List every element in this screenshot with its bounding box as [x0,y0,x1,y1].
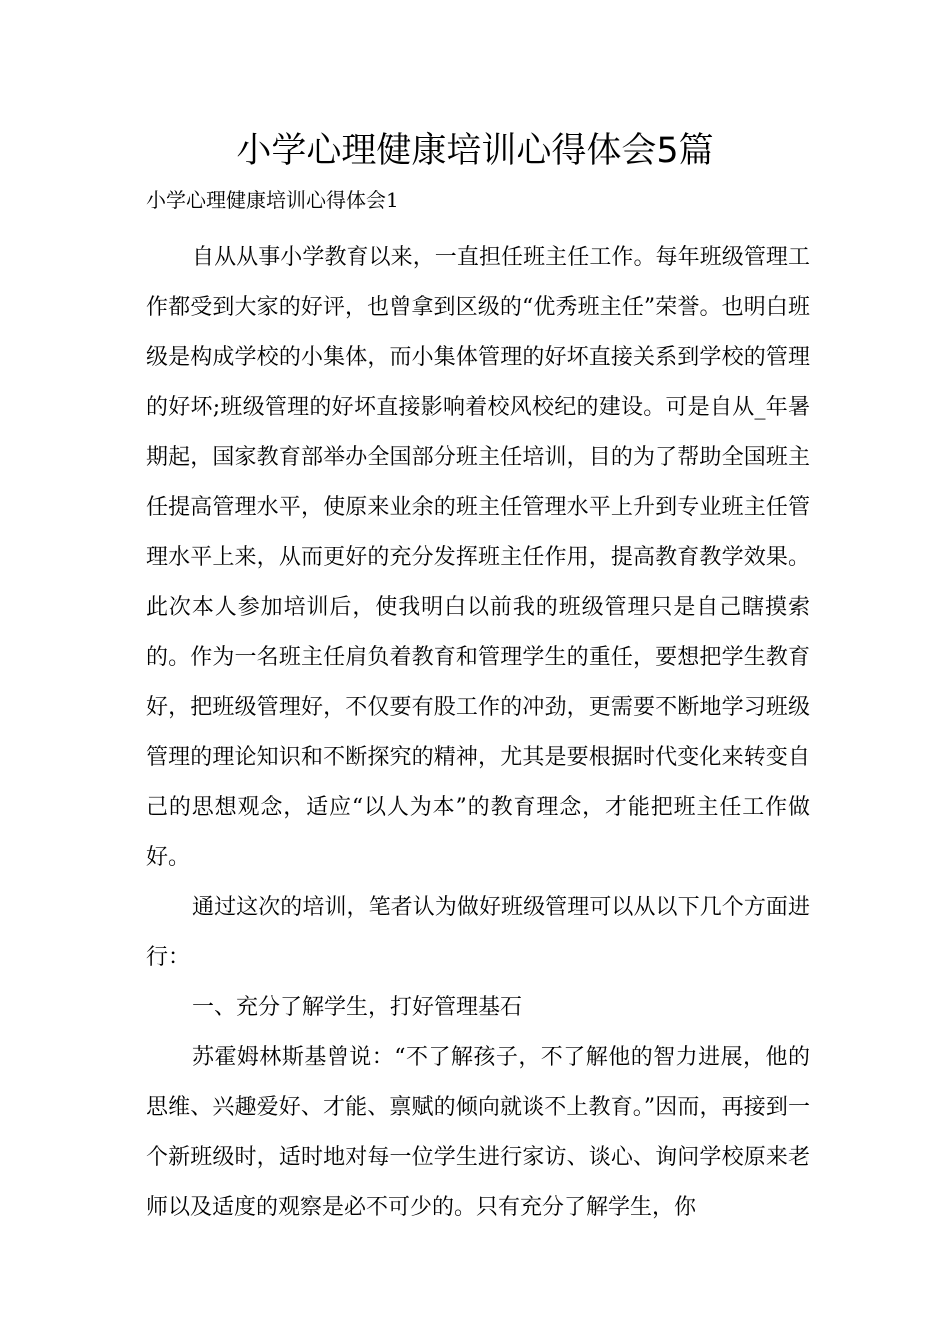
section-subtitle: 小学心理健康培训心得体会1 [146,188,399,212]
paragraph: 苏霍姆林斯基曾说：“不了解孩子，不了解他的智力进展，他的思维、兴趣爱好、才能、禀赋的倾向就谈不上教育。”因而，再接到一个新班级时，适时地对每一位学生进行家访、谈心、询问学校原来老师以及适度的观察是必不可少的。只有充分了解学生，你 [146,1045,810,1220]
section-heading: 一、充分了解学生，打好管理基石 [192,995,523,1020]
paragraph: 自从从事小学教育以来，一直担任班主任工作。每年班级管理工作都受到大家的好评，也曾拿到区级的“优秀班主任”荣誉。也明白班级是构成学校的小集体，而小集体管理的好坏直接关系到学校的管理的好坏;班级管理的好坏直接影响着校风校纪的建设。可是自从_年暑期起，国家教育部举办全国部分班主任培训，目的为了帮助全国班主任提高管理水平，使原来业余的班主任管理水平上升到专业班主任管理水平上来，从而更好的充分发挥班主任作用，提高教育教学效果。此次本人参加培训后，使我明白以前我的班级管理只是自己瞎摸索的。作为一名班主任肩负着教育和管理学生的重任，要想把学生教育好，把班级管理好，不仅要有股工作的冲劲，更需要不断地学习班级管理的理论知识和不断探究的精神，尤其是要根据时代变化来转变自己的思想观念，适应“以人为本”的教育理念，才能把班主任工作做好。 [146,245,810,870]
paragraph: 通过这次的培训，笔者认为做好班级管理可以从以下几个方面进行： [146,895,810,970]
document-body [146,185,810,1233]
document-title: 小学心理健康培训心得体会5篇 [236,131,714,171]
